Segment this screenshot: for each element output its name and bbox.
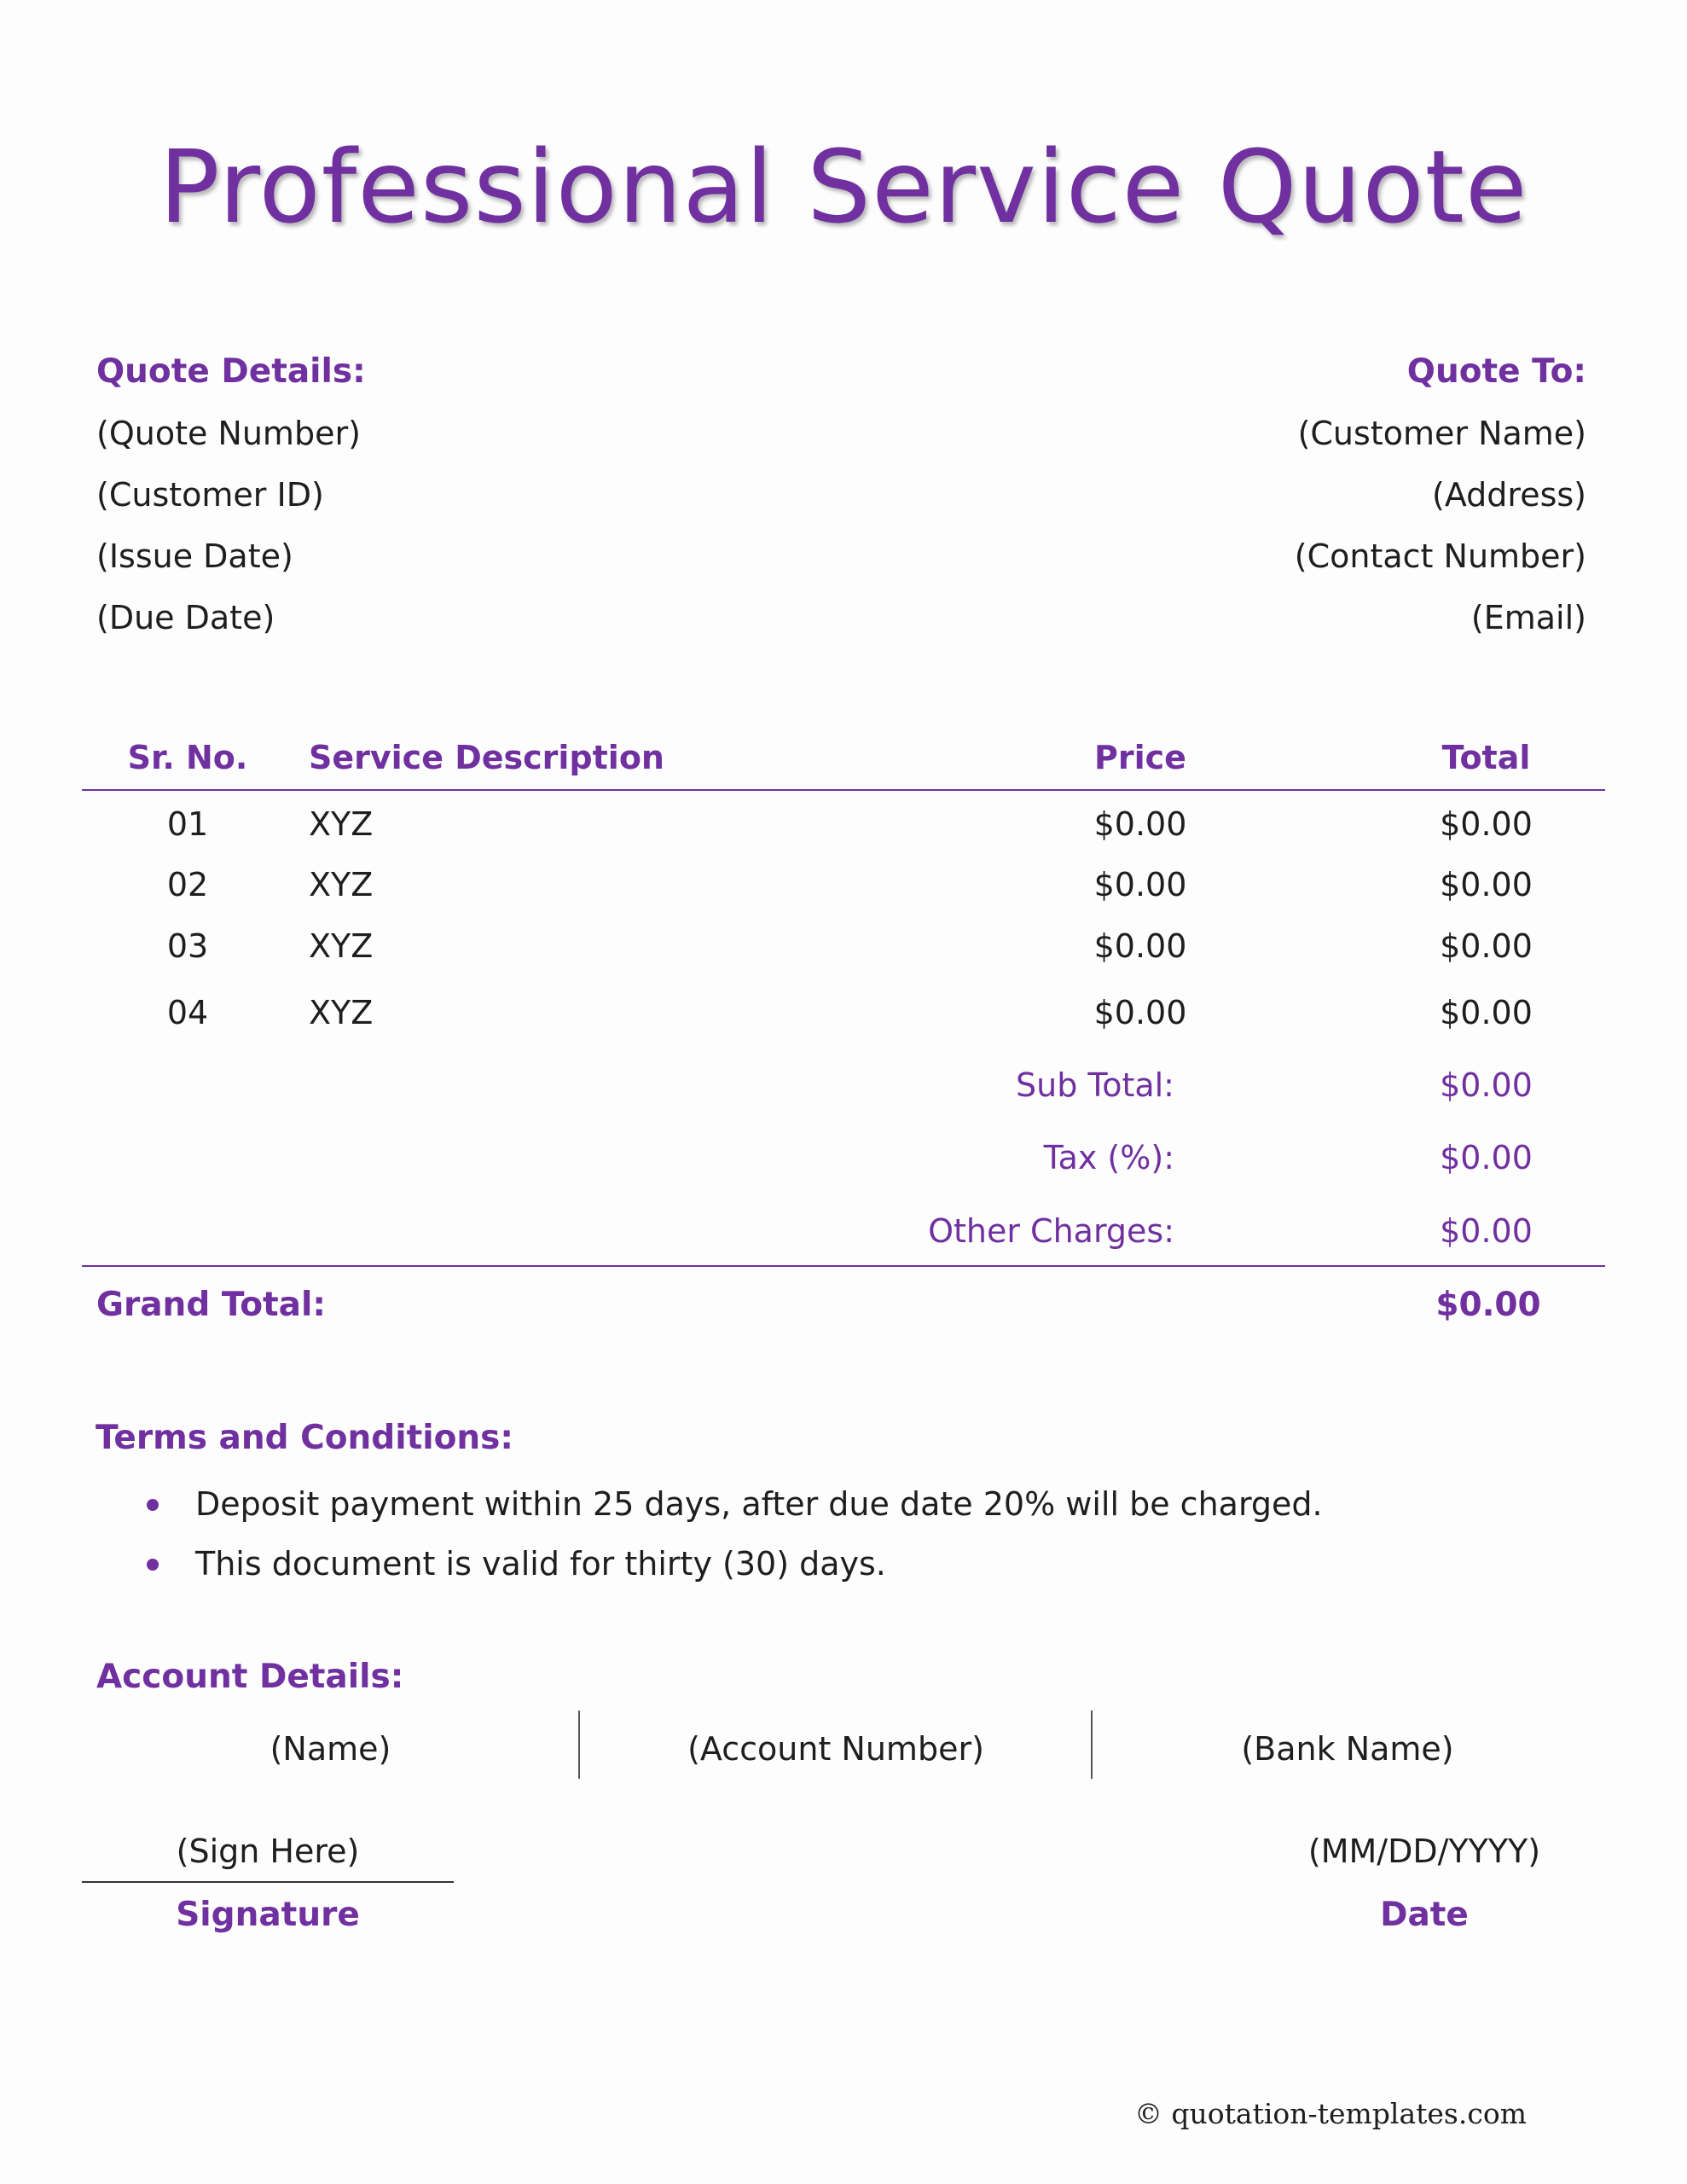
page-title: Professional Service Quote bbox=[159, 128, 1528, 246]
other-charges-row bbox=[0, 1200, 1687, 1262]
tax-row bbox=[0, 1127, 1687, 1188]
customer-id-field[interactable]: (Customer ID) bbox=[96, 476, 324, 514]
quote-details-block bbox=[96, 341, 693, 648]
table-row bbox=[0, 793, 1687, 855]
table-header-divider bbox=[82, 789, 1605, 791]
grand-total-value: $0.00 bbox=[1435, 1286, 1541, 1324]
account-name-field[interactable]: (Name) bbox=[270, 1730, 391, 1768]
issue-date-field[interactable]: (Issue Date) bbox=[96, 537, 293, 575]
row-sr-no: 03 bbox=[166, 927, 209, 965]
table-row bbox=[0, 915, 1687, 977]
row-total: $0.00 bbox=[1440, 994, 1533, 1031]
terms-heading: Terms and Conditions: bbox=[96, 1419, 513, 1457]
due-date-field[interactable]: (Due Date) bbox=[96, 599, 275, 636]
other-charges-value[interactable]: $0.00 bbox=[1440, 1212, 1533, 1250]
row-total: $0.00 bbox=[1440, 805, 1533, 843]
other-charges-label: Other Charges: bbox=[928, 1212, 1174, 1250]
subtotal-row bbox=[0, 1054, 1687, 1116]
row-sr-no: 04 bbox=[166, 994, 209, 1031]
row-price[interactable]: $0.00 bbox=[1093, 805, 1187, 843]
bank-name-field[interactable]: (Bank Name) bbox=[1241, 1730, 1454, 1768]
account-number-field[interactable]: (Account Number) bbox=[687, 1730, 984, 1768]
row-total: $0.00 bbox=[1440, 866, 1533, 903]
table-header-row bbox=[0, 727, 1687, 788]
column-divider bbox=[1091, 1711, 1093, 1779]
row-sr-no: 02 bbox=[166, 866, 209, 903]
email-field[interactable]: (Email) bbox=[1470, 599, 1586, 636]
quote-to-block bbox=[989, 341, 1586, 648]
tax-label: Tax (%): bbox=[1043, 1139, 1174, 1176]
signature-line bbox=[82, 1881, 454, 1883]
row-description[interactable]: XYZ bbox=[309, 866, 374, 903]
column-divider bbox=[578, 1711, 580, 1779]
contact-number-field[interactable]: (Contact Number) bbox=[1294, 537, 1586, 575]
row-total: $0.00 bbox=[1440, 927, 1533, 965]
row-description[interactable]: XYZ bbox=[309, 994, 374, 1031]
table-row bbox=[0, 854, 1687, 915]
col-header-description: Service Description bbox=[309, 739, 664, 776]
footer-copyright: © quotation-templates.com bbox=[1133, 2097, 1527, 2130]
row-price[interactable]: $0.00 bbox=[1093, 866, 1187, 903]
bullet-icon bbox=[147, 1499, 159, 1511]
grand-total-label: Grand Total: bbox=[96, 1286, 326, 1324]
date-field[interactable]: (MM/DD/YYYY) bbox=[1307, 1833, 1541, 1870]
col-header-price: Price bbox=[1094, 739, 1186, 776]
signature-field[interactable]: (Sign Here) bbox=[176, 1833, 360, 1870]
row-price[interactable]: $0.00 bbox=[1093, 994, 1187, 1031]
quote-number-field[interactable]: (Quote Number) bbox=[96, 415, 361, 452]
grand-total-row bbox=[0, 1275, 1687, 1336]
customer-name-field[interactable]: (Customer Name) bbox=[1297, 415, 1586, 452]
table-row bbox=[0, 982, 1687, 1043]
row-sr-no: 01 bbox=[166, 805, 209, 843]
subtotal-value: $0.00 bbox=[1440, 1066, 1533, 1104]
row-price[interactable]: $0.00 bbox=[1093, 927, 1187, 965]
tax-value[interactable]: $0.00 bbox=[1440, 1139, 1533, 1176]
bullet-icon bbox=[147, 1559, 159, 1571]
subtotal-label: Sub Total: bbox=[1016, 1066, 1174, 1104]
address-field[interactable]: (Address) bbox=[1432, 476, 1586, 514]
account-details-heading: Account Details: bbox=[96, 1658, 404, 1696]
signature-label: Signature bbox=[176, 1896, 360, 1934]
quote-details-heading: Quote Details: bbox=[96, 352, 366, 391]
terms-item: This document is valid for thirty (30) days. bbox=[195, 1545, 886, 1583]
row-description[interactable]: XYZ bbox=[309, 805, 374, 843]
quote-to-heading: Quote To: bbox=[1406, 352, 1586, 391]
grand-total-divider bbox=[82, 1265, 1605, 1267]
col-header-total: Total bbox=[1441, 739, 1531, 776]
row-description[interactable]: XYZ bbox=[309, 927, 374, 965]
col-header-sr-no: Sr. No. bbox=[127, 739, 248, 776]
terms-item: Deposit payment within 25 days, after due date 20% will be charged. bbox=[195, 1485, 1323, 1523]
date-label: Date bbox=[1380, 1896, 1469, 1934]
